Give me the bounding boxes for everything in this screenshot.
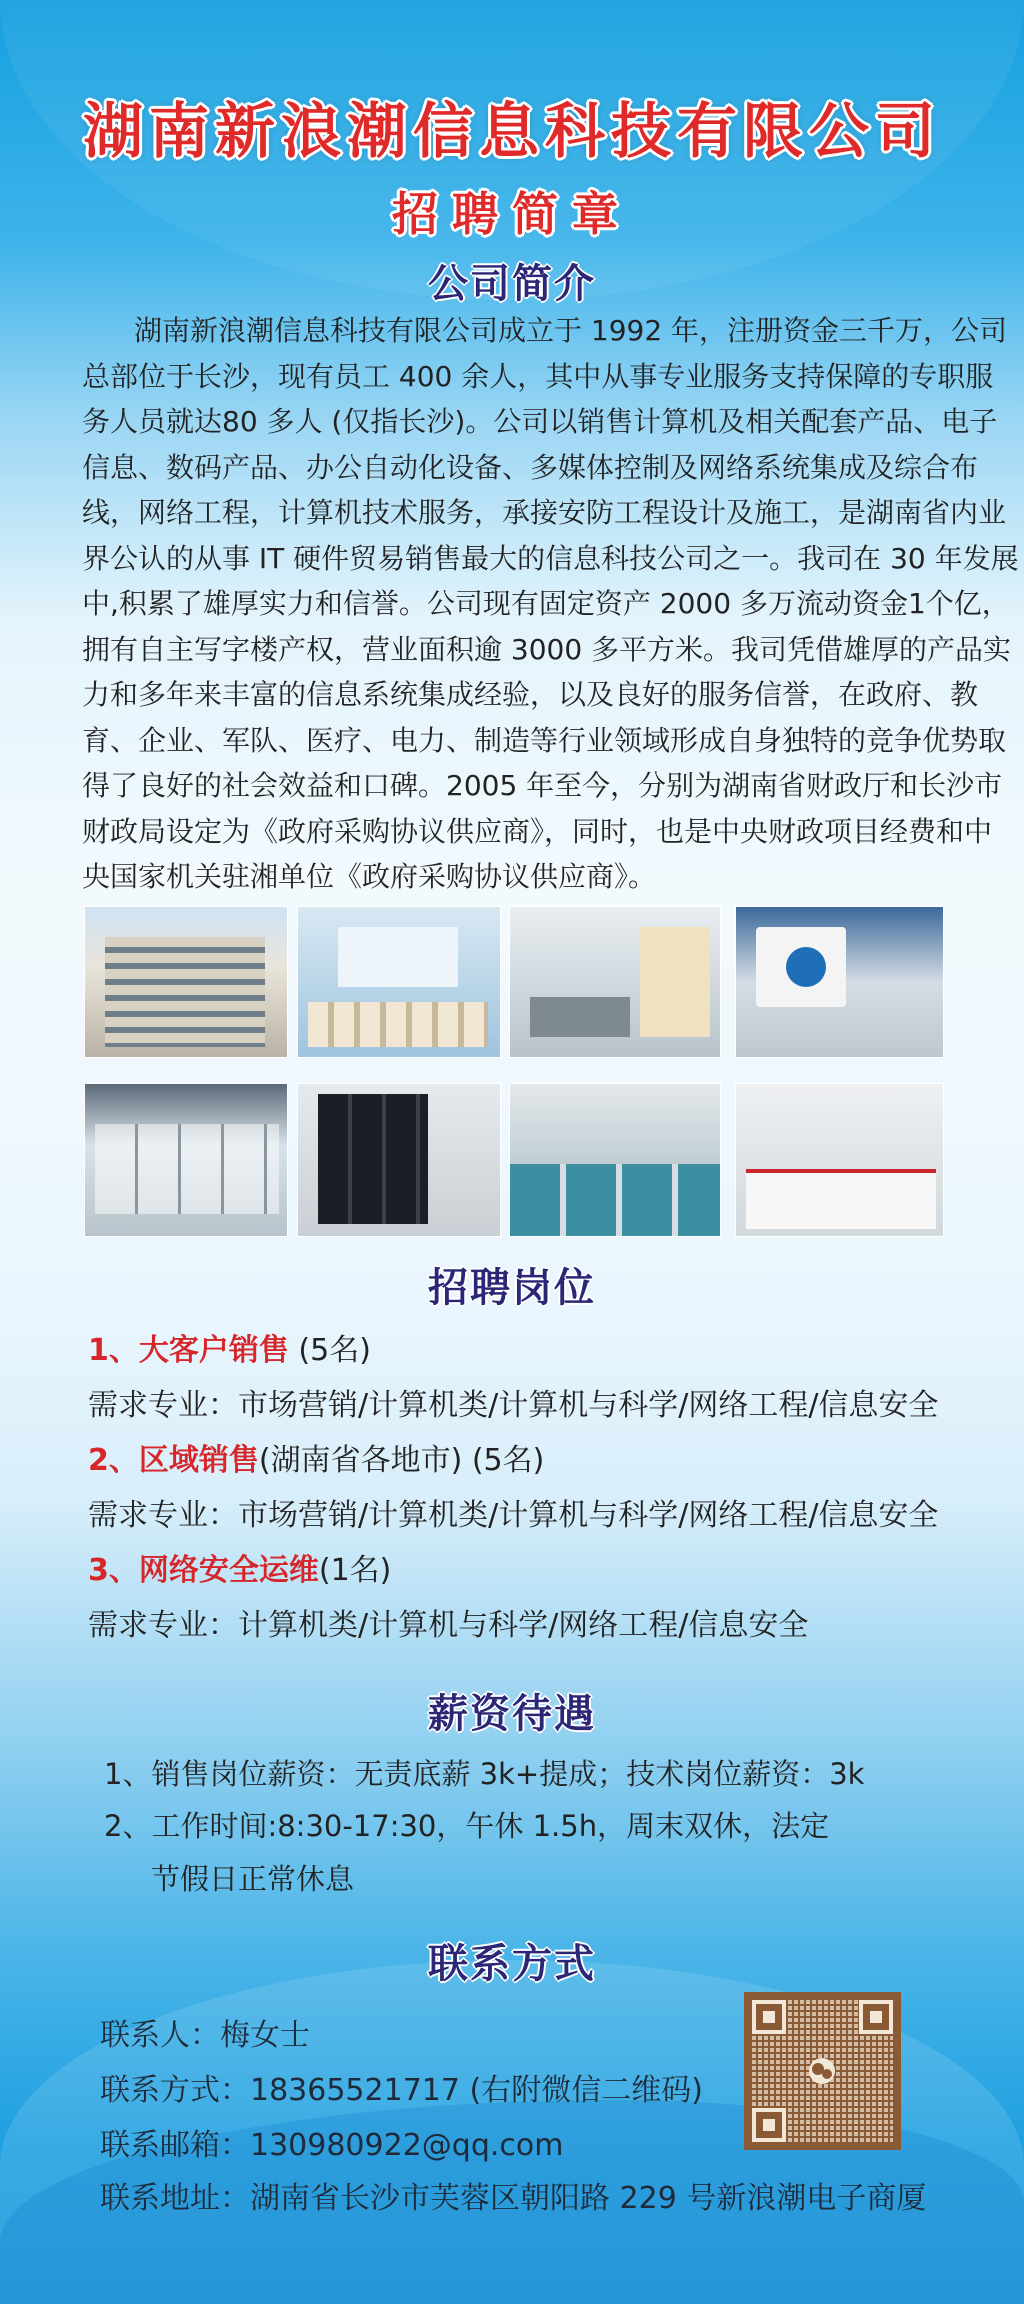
intro-heading: 公司简介 (428, 261, 596, 307)
intro-line: 中,积累了雄厚实力和信誉。公司现有固定资产 2000 多万流动资金1个亿， (82, 587, 1010, 620)
wechat-qr-code-icon (744, 1992, 901, 2150)
salary-line: 1、销售岗位薪资：无责底薪 3k+提成；技术岗位薪资：3k (104, 1757, 865, 1791)
intro-line: 界公认的从事 IT 硬件贸易销售最大的信息科技公司之一。我司在 30 年发展 (82, 541, 1019, 575)
photo-server-room (297, 1083, 501, 1237)
intro-line: 育、企业、军队、医疗、电力、制造等行业领域形成自身独特的竞争优势取 (82, 723, 1007, 757)
company-title: 湖南新浪潮信息科技有限公司 (83, 97, 941, 167)
contact-person: 联系人：梅女士 (100, 2018, 310, 2053)
photo-office-building (84, 906, 288, 1058)
intro-line: 线，网络工程，计算机技术服务，承接安防工程设计及施工，是湖南省内业 (82, 496, 1007, 529)
job-title (88, 1325, 371, 1369)
intro-line: 拥有自主写字楼产权，营业面积逾 3000 多平方米。我司凭借雄厚的产品实 (82, 632, 1012, 666)
photo-service-counter (735, 1083, 944, 1237)
contact-phone: 联系方式：18365521717 (右附微信二维码) (100, 2073, 703, 2108)
photo-reception (735, 906, 944, 1058)
contact-email[interactable]: 联系邮箱：130980922@qq.com (100, 2128, 564, 2163)
job-count: (湖南省各地市) (5名) (258, 1443, 545, 1478)
photo-glass-room (84, 1083, 288, 1237)
intro-line: 力和多年来丰富的信息系统集成经验，以及良好的服务信誉，在政府、教 (82, 678, 979, 711)
intro-line: 务人员就达80 多人 (仅指长沙)。公司以销售计算机及相关配套产品、电子 (82, 405, 998, 438)
job-count: (1名) (318, 1553, 392, 1588)
intro-line: 财政局设定为《政府采购协议供应商》，同时，也是中央财政项目经费和中 (82, 814, 993, 848)
job-major: 需求专业：市场营销/计算机类/计算机与科学/网络工程/信息安全 (88, 1498, 939, 1533)
photo-workstations (509, 1083, 721, 1237)
photo-office-hall (509, 906, 721, 1058)
job-count: (5名) (288, 1333, 371, 1368)
salary-heading: 薪资待遇 (428, 1691, 596, 1737)
poster-subtitle: 招聘简章 (392, 187, 632, 241)
job-name: 3、网络安全运维 (88, 1553, 319, 1588)
intro-line: 央国家机关驻湘单位《政府采购协议供应商》。 (82, 860, 657, 893)
intro-line: 得了良好的社会效益和口碑。2005 年至今，分别为湖南省财政厅和长沙市 (82, 769, 1003, 802)
job-name: 2、区域销售 (88, 1443, 259, 1478)
intro-paragraph (82, 308, 1019, 900)
qr-pattern (752, 2000, 893, 2142)
job-major: 需求专业：计算机类/计算机与科学/网络工程/信息安全 (88, 1608, 809, 1643)
intro-line: 信息、数码产品、办公自动化设备、多媒体控制及网络系统集成及综合布 (82, 450, 979, 484)
contact-address: 联系地址：湖南省长沙市芙蓉区朝阳路 229 号新浪潮电子商厦 (100, 2181, 927, 2216)
intro-line: 湖南新浪潮信息科技有限公司成立于 1992 年，注册资金三千万，公司 (134, 314, 1008, 347)
intro-line: 总部位于长沙，现有员工 400 余人，其中从事专业服务支持保障的专职服 (82, 359, 994, 393)
salary-line: 节假日正常休息 (151, 1862, 355, 1896)
job-name: 1、大客户销售 (88, 1333, 289, 1368)
salary-line: 2、工作时间:8:30-17:30，午休 1.5h，周末双休，法定 (104, 1809, 830, 1843)
jobs-heading: 招聘岗位 (428, 1265, 596, 1311)
job-title (88, 1435, 544, 1479)
contact-heading: 联系方式 (428, 1941, 596, 1987)
photo-company-logo-wall (297, 906, 501, 1058)
job-major: 需求专业：市场营销/计算机类/计算机与科学/网络工程/信息安全 (88, 1388, 939, 1423)
job-title (88, 1545, 391, 1589)
